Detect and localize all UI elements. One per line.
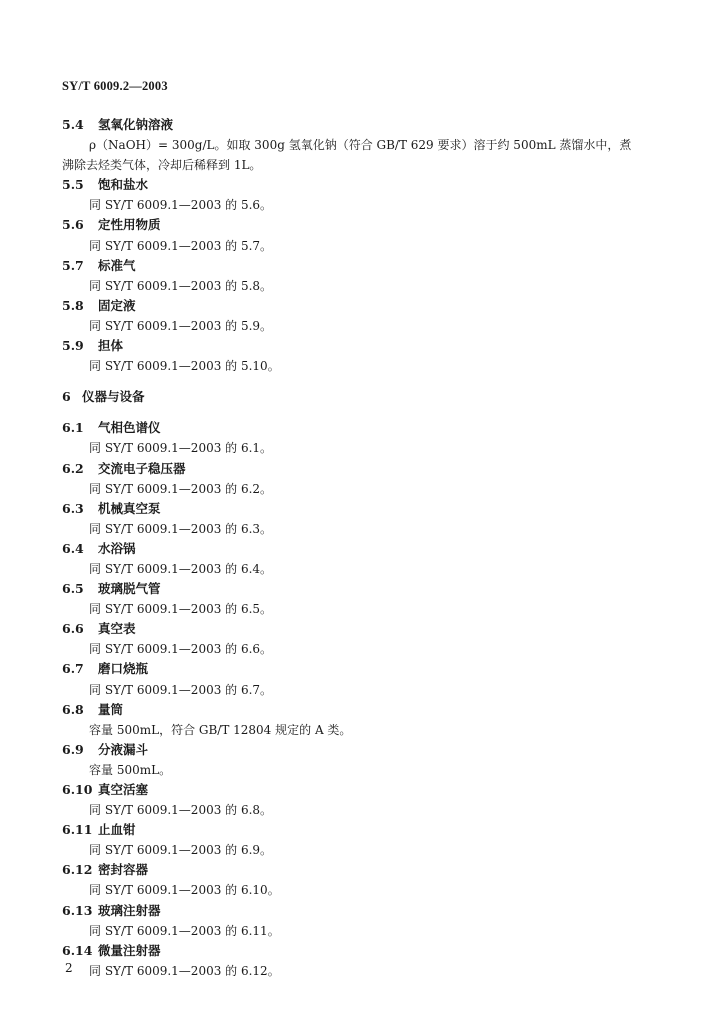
clause-number: 6.14 (62, 942, 93, 958)
clause-title: 真空活塞 (98, 782, 149, 797)
body-text: 同 SY/T 6009.1—2003 的 6.11。 (89, 923, 280, 938)
body-text: 同 SY/T 6009.1—2003 的 6.8。 (89, 803, 273, 818)
clause-title: 仪器与设备 (82, 389, 145, 405)
clause-number: 6.2 (62, 460, 84, 476)
clause-heading (0, 579, 708, 599)
clause-number: 5.6 (62, 217, 84, 233)
clause-title: 固定液 (98, 297, 136, 313)
document-content (0, 115, 708, 981)
clause-title: 量筒 (98, 701, 124, 717)
body-text: 同 SY/T 6009.1—2003 的 5.8。 (89, 278, 273, 293)
clause-number: 6.12 (62, 862, 93, 878)
clause-title: 机械真空泵 (98, 500, 161, 516)
body-text: 容量 500mL。 (89, 762, 172, 777)
clause-title: 密封容器 (98, 862, 149, 878)
body-text: 同 SY/T 6009.1—2003 的 6.3。 (89, 521, 273, 536)
clause-title: 标准气 (98, 257, 136, 273)
clause-heading (0, 256, 708, 276)
clause-heading (0, 175, 708, 195)
clause-heading (0, 336, 708, 356)
clause-title: 微量注射器 (98, 942, 161, 958)
clause-number: 6.3 (62, 500, 84, 516)
clause-number: 5.9 (62, 338, 84, 354)
clause-number: 5.7 (62, 257, 84, 273)
clause-heading (0, 619, 708, 639)
body-text: 同 SY/T 6009.1—2003 的 6.6。 (89, 642, 273, 657)
clause-heading (0, 115, 708, 135)
clause-heading (0, 659, 708, 679)
body-text: 同 SY/T 6009.1—2003 的 6.10。 (89, 883, 280, 898)
clause-heading (0, 941, 708, 961)
clause-heading (0, 780, 708, 800)
section-heading (0, 387, 708, 407)
body-text: 同 SY/T 6009.1—2003 的 6.9。 (89, 843, 273, 858)
clause-heading (0, 539, 708, 559)
clause-title: 玻璃脱气管 (98, 581, 161, 597)
page-number: 2 (65, 961, 73, 975)
clause-number: 6.7 (62, 661, 84, 677)
clause-title: 饱和盐水 (98, 177, 149, 193)
clause-heading (0, 296, 708, 316)
body-text: 同 SY/T 6009.1—2003 的 6.1。 (89, 441, 273, 456)
clause-heading (0, 901, 708, 921)
body-text: 容量 500mL，符合 GB/T 12804 规定的 A 类。 (89, 722, 352, 737)
clause-number: 6.6 (62, 621, 84, 637)
clause-number: 6.5 (62, 581, 84, 597)
clause-heading (0, 700, 708, 720)
body-text: 同 SY/T 6009.1—2003 的 6.7。 (89, 682, 273, 697)
clause-title: 磨口烧瓶 (98, 661, 149, 677)
clause-number: 6 (62, 389, 71, 405)
clause-title: 止血钳 (98, 822, 136, 838)
clause-heading (0, 499, 708, 519)
clause-title: 真空表 (98, 621, 136, 637)
clause-number: 5.8 (62, 297, 84, 313)
clause-number: 5.5 (62, 177, 84, 193)
clause-number: 5.4 (62, 117, 84, 132)
clause-number: 6.10 (62, 782, 93, 797)
clause-heading (0, 215, 708, 235)
body-text: ρ（NaOH）= 300g/L。如取 300g 氢氧化钠（符合 GB/T 629 要求）溶于约 500mL 蒸馏水中，煮 (89, 138, 632, 153)
clause-title: 定性用物质 (98, 217, 161, 233)
page-header: SY/T 6009.2—2003 (62, 79, 168, 93)
clause-title: 担体 (98, 338, 124, 354)
body-text: 同 SY/T 6009.1—2003 的 6.5。 (89, 602, 273, 617)
clause-title: 气相色谱仪 (98, 420, 161, 436)
clause-number: 6.13 (62, 902, 93, 918)
body-text: 同 SY/T 6009.1—2003 的 5.10。 (89, 359, 280, 374)
clause-number: 6.4 (62, 540, 84, 556)
body-text: 同 SY/T 6009.1—2003 的 6.4。 (89, 561, 273, 576)
body-text: 同 SY/T 6009.1—2003 的 6.12。 (89, 963, 280, 978)
clause-heading (0, 740, 708, 760)
clause-title: 玻璃注射器 (98, 902, 161, 918)
clause-number: 6.8 (62, 701, 84, 717)
body-text: 同 SY/T 6009.1—2003 的 6.2。 (89, 481, 273, 496)
body-text: 同 SY/T 6009.1—2003 的 5.9。 (89, 318, 273, 333)
clause-number: 6.9 (62, 741, 84, 757)
clause-number: 6.1 (62, 420, 84, 436)
clause-heading (0, 860, 708, 880)
clause-heading (0, 459, 708, 479)
body-text: 同 SY/T 6009.1—2003 的 5.7。 (89, 238, 273, 253)
clause-title: 氢氧化钠溶液 (98, 117, 174, 132)
body-text: 沸除去烃类气体，冷却后稀释到 1L。 (62, 158, 262, 173)
clause-title: 水浴锅 (98, 540, 136, 556)
clause-heading (0, 418, 708, 438)
body-text: 同 SY/T 6009.1—2003 的 5.6。 (89, 198, 273, 213)
clause-number: 6.11 (62, 822, 93, 838)
clause-heading (0, 820, 708, 840)
clause-title: 分液漏斗 (98, 741, 149, 757)
clause-title: 交流电子稳压器 (98, 460, 186, 476)
